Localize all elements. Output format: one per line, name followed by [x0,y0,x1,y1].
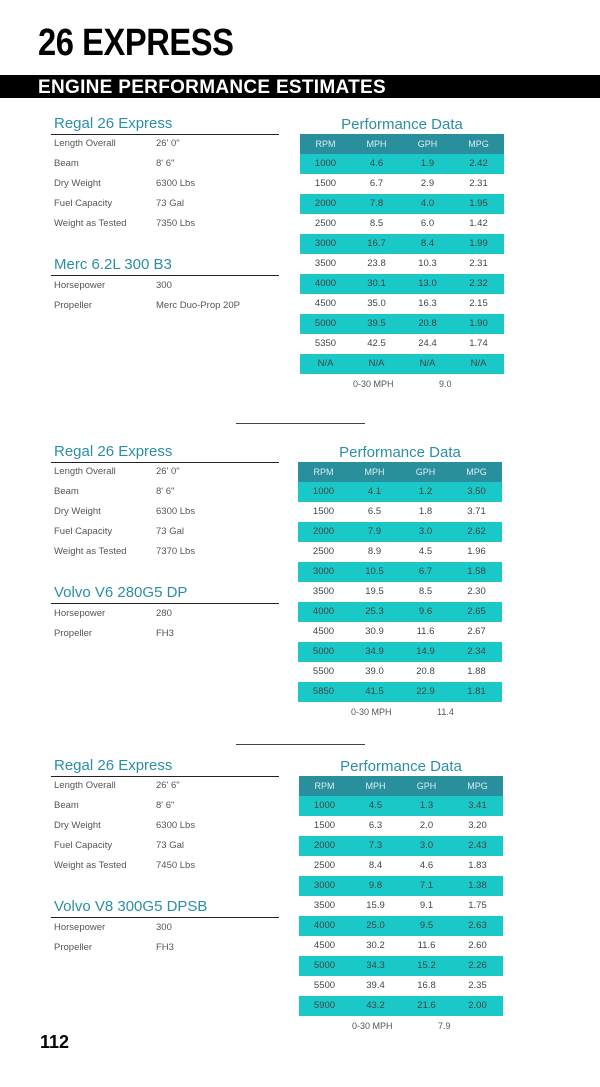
table-cell: 3000 [314,238,337,249]
table-cell: 5000 [313,960,336,971]
table-row [300,354,504,374]
spec-value: 8' 6" [156,800,175,811]
table-cell: 2500 [313,860,336,871]
table-cell: 6.0 [420,218,435,229]
table-cell: 7.9 [367,526,382,537]
table-cell: 6.7 [418,566,433,577]
table-cell: 9.5 [419,920,434,931]
banner-text: ENGINE PERFORMANCE ESTIMATES [38,77,386,98]
table-row [299,916,503,936]
engine-spec-value: FH3 [156,628,174,639]
heading-rule [51,603,279,604]
table-cell: 7.1 [419,880,434,891]
table-cell: 1.58 [467,566,486,577]
performance-data-title: Performance Data [339,444,461,461]
table-cell: N/A [470,358,487,369]
table-cell: 4.0 [420,198,435,209]
engine-spec-label: Propeller [54,300,93,311]
table-row [298,602,502,622]
table-cell: 5500 [313,980,336,991]
heading-rule [51,462,279,463]
table-cell: N/A [368,358,385,369]
table-row [299,796,503,816]
spec-label: Dry Weight [54,820,101,831]
boat-model-heading: Regal 26 Express [54,443,173,460]
table-cell: 3.0 [418,526,433,537]
table-cell: 39.5 [367,318,386,329]
column-header: GPH [416,781,437,791]
spec-label: Beam [54,800,79,811]
table-cell: 1500 [312,506,335,517]
accel-label: 0-30 MPH [351,707,392,717]
table-cell: 1000 [312,486,335,497]
table-row [299,896,503,916]
table-cell: 3.71 [467,506,486,517]
table-cell: 13.0 [418,278,437,289]
table-cell: 2.00 [468,1000,487,1011]
table-cell: 2.31 [469,258,488,269]
table-cell: 1.9 [420,158,435,169]
table-cell: 2.63 [468,920,487,931]
table-row [299,996,503,1016]
table-row [300,234,504,254]
heading-rule [51,134,279,135]
table-cell: 4500 [314,298,337,309]
table-row [300,274,504,294]
table-cell: 16.8 [417,980,436,991]
spec-label: Length Overall [54,780,116,791]
table-cell: 3000 [313,880,336,891]
table-row [299,836,503,856]
spec-label: Dry Weight [54,178,101,189]
performance-table [300,134,504,374]
table-cell: 20.8 [418,318,437,329]
table-cell: 2.42 [469,158,488,169]
column-header: MPH [366,139,387,149]
table-row [298,642,502,662]
table-cell: 25.3 [365,606,384,617]
table-row [300,334,504,354]
table-cell: 1.2 [418,486,433,497]
spec-value: 26' 6" [156,780,180,791]
performance-data-title: Performance Data [341,116,463,133]
table-cell: 39.0 [365,666,384,677]
table-cell: 7.8 [369,198,384,209]
column-header: MPH [364,467,385,477]
table-cell: 4.5 [418,546,433,557]
table-cell: 4500 [312,626,335,637]
engine-spec-label: Horsepower [54,280,106,291]
spec-value: 73 Gal [156,526,184,537]
table-cell: 2.67 [467,626,486,637]
table-cell: 2000 [314,198,337,209]
spec-value: 8' 6" [156,486,175,497]
table-header [300,134,504,154]
spec-value: 7350 Lbs [156,218,196,229]
table-cell: 1500 [314,178,337,189]
spec-label: Fuel Capacity [54,198,113,209]
engine-spec-label: Propeller [54,628,93,639]
table-cell: 15.9 [366,900,385,911]
table-row [300,194,504,214]
table-row [298,502,502,522]
table-row [298,622,502,642]
table-cell: 16.3 [418,298,437,309]
spec-label: Fuel Capacity [54,840,113,851]
table-cell: 1.42 [469,218,488,229]
table-cell: 4000 [312,606,335,617]
engine-heading: Volvo V6 280G5 DP [54,584,188,601]
page-title: 26 EXPRESS [38,22,234,64]
spec-label: Length Overall [54,138,116,149]
table-row [298,562,502,582]
performance-table [298,462,502,702]
table-row [299,956,503,976]
column-header: GPH [415,467,436,477]
spec-label: Weight as Tested [54,546,127,557]
table-cell: 3.41 [468,800,487,811]
heading-rule [51,917,279,918]
table-cell: 1.96 [467,546,486,557]
table-cell: 9.8 [368,880,383,891]
table-cell: 8.5 [418,586,433,597]
table-cell: 3500 [312,586,335,597]
engine-spec-value: FH3 [156,942,174,953]
table-cell: 10.3 [418,258,437,269]
table-cell: 35.0 [367,298,386,309]
table-cell: 11.6 [417,940,436,951]
table-cell: 6.3 [368,820,383,831]
accel-label: 0-30 MPH [352,1021,393,1031]
page-number: 112 [40,1032,70,1052]
spec-label: Dry Weight [54,506,101,517]
table-row [299,976,503,996]
table-row [298,482,502,502]
table-cell: 34.3 [366,960,385,971]
table-cell: 2.26 [468,960,487,971]
table-cell: 1.8 [418,506,433,517]
table-cell: 3.20 [468,820,487,831]
spec-value: 6300 Lbs [156,820,196,831]
table-cell: 1.83 [468,860,487,871]
table-header [298,462,502,482]
spec-label: Length Overall [54,466,116,477]
spec-value: 8' 6" [156,158,175,169]
table-cell: 9.6 [418,606,433,617]
table-cell: 20.8 [416,666,435,677]
spec-value: 6300 Lbs [156,506,196,517]
table-row [298,682,502,702]
table-cell: 1.75 [468,900,487,911]
engine-heading: Volvo V8 300G5 DPSB [54,898,208,915]
table-cell: 1.95 [469,198,488,209]
table-cell: 2000 [312,526,335,537]
table-cell: 4.5 [368,800,383,811]
table-cell: 2500 [312,546,335,557]
table-cell: 5350 [314,338,337,349]
table-cell: 4.6 [369,158,384,169]
table-cell: 2.9 [420,178,435,189]
table-cell: 1.90 [469,318,488,329]
table-cell: 34.9 [365,646,384,657]
table-cell: 21.6 [417,1000,436,1011]
table-cell: 2.35 [468,980,487,991]
engine-spec-label: Horsepower [54,922,106,933]
table-cell: 2.31 [469,178,488,189]
accel-value: 9.0 [439,379,452,389]
spec-value: 73 Gal [156,840,184,851]
spec-value: 7370 Lbs [156,546,196,557]
table-row [299,816,503,836]
table-cell: N/A [317,358,334,369]
table-row [300,294,504,314]
table-cell: 1.3 [419,800,434,811]
table-cell: 14.9 [416,646,435,657]
table-cell: 11.6 [416,626,435,637]
spec-value: 6300 Lbs [156,178,196,189]
boat-model-heading: Regal 26 Express [54,757,173,774]
table-cell: 43.2 [366,1000,385,1011]
performance-data-title: Performance Data [340,758,462,775]
table-row [300,154,504,174]
engine-spec-value: 300 [156,280,172,291]
heading-rule [51,275,279,276]
table-cell: 2.30 [467,586,486,597]
boat-model-heading: Regal 26 Express [54,115,173,132]
engine-spec-label: Propeller [54,942,93,953]
table-cell: 5900 [313,1000,336,1011]
table-cell: 4.6 [419,860,434,871]
table-row [299,856,503,876]
table-cell: 5000 [312,646,335,657]
spec-label: Weight as Tested [54,218,127,229]
column-header: RPM [315,139,336,149]
table-cell: 19.5 [365,586,384,597]
table-row [299,936,503,956]
table-cell: N/A [419,358,436,369]
table-cell: 25.0 [366,920,385,931]
column-header: MPG [467,781,488,791]
engine-heading: Merc 6.2L 300 B3 [54,256,172,273]
table-cell: 2500 [314,218,337,229]
table-cell: 2.0 [419,820,434,831]
table-row [300,254,504,274]
accel-value: 11.4 [437,707,454,717]
table-cell: 15.2 [417,960,436,971]
table-row [298,582,502,602]
table-cell: 8.4 [420,238,435,249]
table-cell: 2.62 [467,526,486,537]
table-cell: 8.4 [368,860,383,871]
table-row [300,174,504,194]
table-cell: 1.99 [469,238,488,249]
accel-label: 0-30 MPH [353,379,394,389]
table-cell: 4000 [314,278,337,289]
table-row [299,876,503,896]
table-row [298,522,502,542]
engine-spec-value: 280 [156,608,172,619]
engine-spec-value: Merc Duo-Prop 20P [156,300,240,311]
table-cell: 1000 [314,158,337,169]
table-cell: 2.34 [467,646,486,657]
performance-table [299,776,503,1016]
table-cell: 3500 [313,900,336,911]
table-cell: 5500 [312,666,335,677]
table-cell: 5000 [314,318,337,329]
column-header: MPG [466,467,487,477]
table-cell: 4500 [313,940,336,951]
table-row [298,662,502,682]
table-cell: 1.88 [467,666,486,677]
table-cell: 10.5 [365,566,384,577]
table-cell: 8.9 [367,546,382,557]
table-cell: 4000 [313,920,336,931]
section-banner [0,75,600,98]
spec-value: 7450 Lbs [156,860,196,871]
spec-label: Beam [54,158,79,169]
table-cell: 30.2 [366,940,385,951]
table-cell: 2.43 [468,840,487,851]
table-header [299,776,503,796]
table-cell: 30.1 [367,278,386,289]
accel-value: 7.9 [438,1021,451,1031]
table-cell: 1500 [313,820,336,831]
engine-spec-label: Horsepower [54,608,106,619]
table-cell: 1.74 [469,338,488,349]
section-divider [236,423,365,424]
heading-rule [51,776,279,777]
table-cell: 3000 [312,566,335,577]
spec-label: Weight as Tested [54,860,127,871]
table-cell: 41.5 [365,686,384,697]
table-cell: 1000 [313,800,336,811]
table-cell: 1.81 [467,686,486,697]
table-cell: 2.60 [468,940,487,951]
column-header: MPG [468,139,489,149]
engine-spec-value: 300 [156,922,172,933]
table-cell: 3.50 [467,486,486,497]
spec-value: 26' 0" [156,138,180,149]
table-cell: 1.38 [468,880,487,891]
table-row [298,542,502,562]
table-row [300,214,504,234]
table-cell: 5850 [312,686,335,697]
table-cell: 2.65 [467,606,486,617]
table-cell: 7.3 [368,840,383,851]
table-cell: 2000 [313,840,336,851]
table-cell: 6.7 [369,178,384,189]
column-header: MPH [365,781,386,791]
table-cell: 2.15 [469,298,488,309]
column-header: RPM [313,467,334,477]
table-cell: 2.32 [469,278,488,289]
table-cell: 39.4 [366,980,385,991]
table-cell: 3.0 [419,840,434,851]
table-cell: 3500 [314,258,337,269]
table-cell: 42.5 [367,338,386,349]
column-header: GPH [417,139,438,149]
table-cell: 23.8 [367,258,386,269]
table-cell: 6.5 [367,506,382,517]
column-header: RPM [314,781,335,791]
table-cell: 9.1 [419,900,434,911]
table-cell: 30.9 [365,626,384,637]
table-cell: 8.5 [369,218,384,229]
table-cell: 24.4 [418,338,437,349]
section-divider [236,744,365,745]
spec-label: Fuel Capacity [54,526,113,537]
table-row [300,314,504,334]
spec-value: 73 Gal [156,198,184,209]
table-cell: 4.1 [367,486,382,497]
spec-value: 26' 0" [156,466,180,477]
spec-label: Beam [54,486,79,497]
table-cell: 16.7 [367,238,386,249]
table-cell: 22.9 [416,686,435,697]
